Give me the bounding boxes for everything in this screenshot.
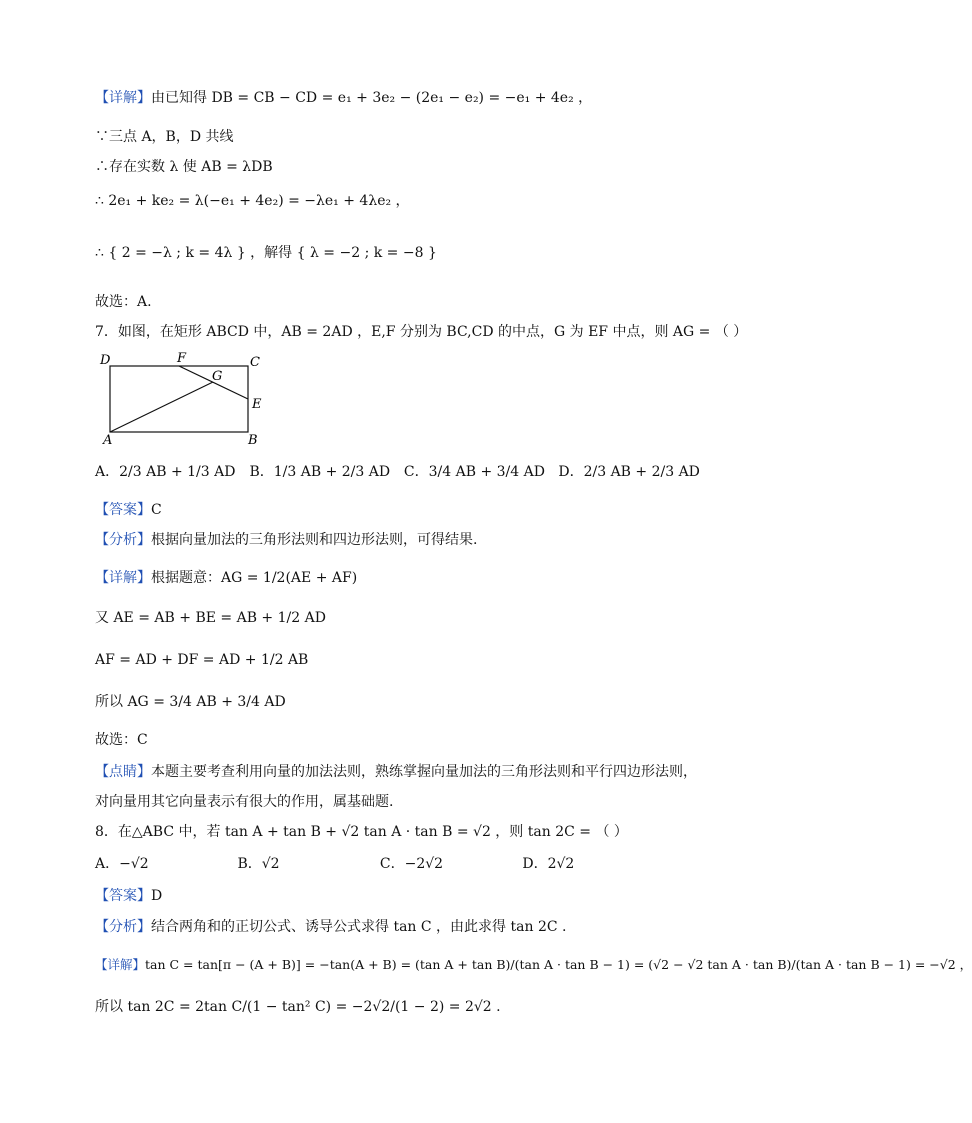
detail-8-line-2: 所以 tan 2C = 2tan C/(1 − tan² C) = −2√2/(1 − 2) = 2√2 . [95, 999, 501, 1015]
detail-7-line-3: AF = AD + DF = AD + 1/2 AB [95, 652, 309, 668]
point-7 [95, 762, 734, 782]
detail-line-1 [95, 88, 734, 108]
answer-tag-8: 【答案】 [95, 888, 151, 904]
detail-text-7: 根据题意：AG = 1/2(AE + AF) [151, 570, 358, 586]
label-f: F [177, 351, 187, 366]
detail-7 [95, 568, 734, 588]
detail-text-8: tan C = tan[π − (A + B)] = −tan(A + B) = (tan A + tan B)/(tan A · tan B − 1) = (√2 − √2 tan A · tan B)/(tan A · tan B − 1) = −√2 ， [145, 957, 972, 972]
option-b: B．1/3 AB + 2/3 AD [249, 464, 391, 480]
collinear-line: ∵三点 A，B，D 共线 [95, 129, 234, 145]
detail-7-line-4: 所以 AG = 3/4 AB + 3/4 AD [95, 694, 286, 710]
label-c: C [250, 355, 260, 370]
analysis-7 [95, 530, 734, 550]
detail-text: 由已知得 DB = CB − CD = e₁ + 3e₂ − (2e₁ − e₂) = −e₁ + 4e₂ ， [151, 90, 593, 106]
option-a-8: A．−√2 [95, 856, 149, 872]
detail-tag: 【详解】 [95, 90, 151, 106]
analysis-text: 根据向量加法的三角形法则和四边形法则，可得结果. [151, 532, 478, 548]
options-7 [95, 462, 734, 482]
option-d-8: D．2√2 [522, 856, 575, 872]
point-text: 本题主要考查利用向量的加法法则，熟练掌握向量加法的三角形法则和平行四边形法则， [151, 764, 697, 780]
analysis-8 [95, 917, 734, 937]
answer-tag: 【答案】 [95, 502, 151, 518]
label-e: E [252, 397, 262, 412]
point-7-line-2: 对向量用其它向量表示有很大的作用，属基础题. [95, 794, 394, 810]
option-c: C．3/4 AB + 3/4 AD [403, 464, 545, 480]
question-7: 7．如图，在矩形 ABCD 中，AB = 2AD ，E,F 分别为 BC,CD 的中点，G 为 EF 中点，则 AG = （ ） [95, 324, 748, 340]
option-c-8: C．−2√2 [379, 856, 444, 872]
option-d: D．2/3 AB + 2/3 AD [558, 464, 700, 480]
answer-text: C [151, 502, 162, 518]
option-a: A．2/3 AB + 1/3 AD [95, 464, 236, 480]
label-a: A [103, 433, 113, 448]
detail-tag-8: 【详解】 [95, 957, 146, 972]
detail-8 [95, 955, 972, 975]
analysis-tag: 【分析】 [95, 532, 151, 548]
system-line: ∴ { 2 = −λ ; k = 4λ } ，解得 { λ = −2 ; k = −8 } [95, 245, 437, 261]
rectangle-figure [100, 350, 270, 450]
detail-7-line-5: 故选：C [95, 732, 148, 748]
segment-ag [110, 382, 213, 432]
answer-8 [95, 886, 734, 906]
detail-7-line-2: 又 AE = AB + BE = AB + 1/2 AD [95, 610, 326, 626]
label-g: G [212, 369, 223, 384]
answer-text-8: D [151, 888, 163, 904]
option-b-8: B．√2 [237, 856, 280, 872]
analysis-text-8: 结合两角和的正切公式、诱导公式求得 tan C ，由此求得 tan 2C . [151, 919, 567, 935]
options-8 [95, 854, 734, 874]
question-8: 8．在△ABC 中，若 tan A + tan B + √2 tan A · tan B = √2 ，则 tan 2C = （ ） [95, 824, 628, 840]
lambda-line: ∴存在实数 λ 使 AB = λDB [95, 159, 273, 175]
equation-line: ∴ 2e₁ + ke₂ = λ(−e₁ + 4e₂) = −λe₁ + 4λe₂ ， [95, 193, 410, 209]
analysis-tag-8: 【分析】 [95, 919, 151, 935]
answer-7 [95, 500, 734, 520]
label-b: B [248, 433, 258, 448]
label-d: D [100, 353, 111, 368]
choice-line-6: 故选：A. [95, 294, 152, 310]
point-tag: 【点睛】 [95, 764, 151, 780]
detail-tag-7: 【详解】 [95, 570, 151, 586]
